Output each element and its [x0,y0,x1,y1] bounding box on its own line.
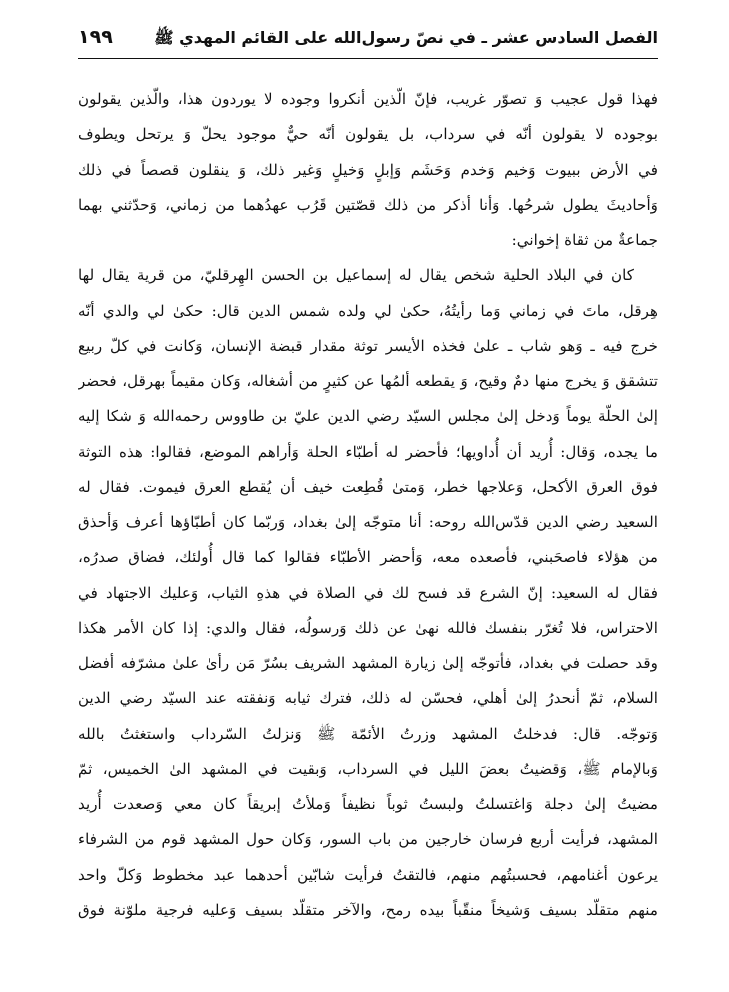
text-line: إلىٰ الحلّة يوماً وَدخل إلىٰ مجلس السيّد رضي الدين عليّ بن طاووس رحمه‌الله وَ شكا إليه [78,407,658,426]
text-line: فقال له السعيد: إنّ الشرع قد فسح لك في الصلاة في هذهِ الثياب، وَعليك الاجتهاد في [78,583,658,602]
text-line: يرعون أغنامهم، فحسبتُهم منهم، فالتقتُ فرأيت شابّين أحدهما عبد مخطوط وَكلّ واحد [78,865,658,884]
text-line: السعيد رضي الدين قدّس‌الله روحه: أنا متوجّه إلىٰ بغداد، وَربّما كان أطبّاؤها أعرف وَأحذق [78,513,658,531]
page-header [78,22,658,54]
text-line: السلام، ثمّ أنحدرُ إلىٰ أهلي، فحسّن له ذلك، فترك ثيابه وَنفقته عند السيّد رضي الدين [78,689,658,708]
text-line: تتشقق وَ يخرج منها دمٌ وقيح، وَ يقطعه ألمُها عن كثيرٍ من أشغاله، وَكان مقيماً بهرقل، فحضر [78,372,658,390]
header-divider [78,58,658,59]
text-line: منهم متقلّد بسيف وَشيخاً منقّباً بيده رمح، والآخر متقلّد بسيف وَعليه فرجية ملوّنة فوق [78,900,658,919]
paragraph-first-line: كان في البلاد الحلية شخص يقال له إسماعيل بن الحسن الهِرقليّ، من قرية يقال لها [78,266,634,285]
text-line: وقد حصلت في بغداد، فأتوجّه إلىٰ زيارة المشهد الشريف بسُرّ مَن رأىٰ علىٰ مشرّفه أفضل [78,654,658,672]
text-line: وَأحاديثَ يطول شرحُها. وَأنا أذكر من ذلك قصّتين قَرُب عهدُهما من زماني، وَحدّثني بهما [78,195,658,214]
text-line: وَتوجّه. قال: فدخلتُ المشهد وزرتُ الأئمّة ﷺ وَنزلتُ السّرداب واستغثتُ بالله [78,724,658,743]
text-line: فوق العرق الأكحل، وَعلاجها خطر، وَمتىٰ قُطِعت خيف أن يُقطع العرق فيموت. فقال له [78,477,658,496]
text-line: فهذا قول عجيب وَ تصوّر غريب، فإنّ الّذين أنكروا وجوده لا يوردون هذا، والّذين يقولون [78,90,658,108]
text-line: ما يجده، وَقال: أُريد أن أُداويها؛ فأحضر له أطبّاء الحلة وَأراهم الموضع، فقالوا: هذه التوثة [78,442,658,461]
text-line: في الأرض ببيوت وَخيم وَخدم وَحَشَم وَإبلٍ وَخيلٍ وَغير ذلك، وَ ينقلون قصصاً في ذلك [78,160,658,179]
text-line: الاحتراس، فلا تُغرّر بنفسك فالله نهىٰ عن ذلك وَرسولُه، فقال والدي: إذا كان الأمر هكذا [78,618,658,637]
body-text [78,82,658,928]
chapter-title: الفصل السادس عشر ـ في نصّ رسول‌الله على القائم المهدي ﷺ [154,28,658,47]
text-line: جماعةٌ من ثقاة إخواني: [511,231,658,249]
text-line: هِرقل، ماتَ في زماني وَما رأيتُهُ، حكىٰ لي ولده شمس الدين قال: حكىٰ لي والدي أنّه [78,301,658,320]
text-line: بوجوده لا يقولون أنّه في سرداب، بل يقولون أنّه حيٌّ موجود يحلّ وَ يرتحل ويطوف [78,125,658,144]
text-line: وَبالإمام ﷺ، وَقضيتُ بعضَ الليل في السرداب، وَبقيت في المشهد الىٰ الخميس، ثمّ [78,759,658,778]
text-line: مضيتُ إلىٰ دجلة وَاغتسلتُ ولبستُ ثوباً نظيفاً وَملأتُ إبريقاً كان معي وَصعدت أُريد [78,795,658,813]
text-line: من هؤلاء فاصحَبني، فأصعده معه، وَأحضر الأطبّاء فقالوا كما قال أُولئك، فضاق صدرُه، [78,548,658,567]
page-number: ١٩٩ [78,26,113,48]
text-line: المشهد، فرأيت أربع فرسان خارجين من باب السور، وَكان حول المشهد قوم من الشرفاء [78,830,658,849]
text-line: خرج فيه ـ وَهو شاب ـ علىٰ فخذه الأيسر توثة مقدار قبضة الإنسان، وَكانت في كلّ ربيع [78,336,658,355]
